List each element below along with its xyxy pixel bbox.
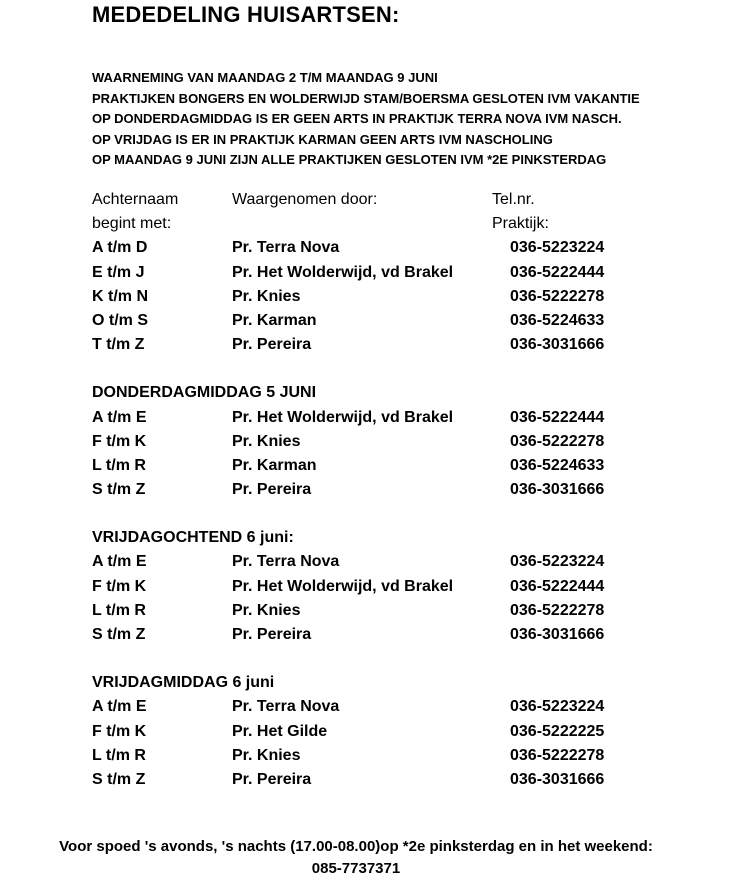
- covering-practice: Pr. Het Gilde: [232, 722, 328, 740]
- practice-phone: 036-5223224: [510, 239, 605, 257]
- notice-line: WAARNEMING VAN MAANDAG 2 T/M MAANDAG 9 JUNI: [92, 70, 438, 85]
- table-header-row: [92, 188, 712, 212]
- header-covered-by: Waargenomen door:: [232, 191, 378, 208]
- surname-range: A t/m E: [92, 553, 147, 571]
- table-row: [92, 406, 712, 430]
- table-row: [92, 478, 712, 502]
- surname-range: S t/m Z: [92, 770, 146, 788]
- covering-practice: Pr. Pereira: [232, 336, 312, 354]
- covering-practice: Pr. Terra Nova: [232, 239, 340, 257]
- covering-practice: Pr. Karman: [232, 456, 317, 474]
- day-sections: [92, 357, 712, 792]
- table-row: [92, 720, 712, 744]
- surname-range: S t/m Z: [92, 481, 146, 499]
- table-row: [92, 599, 712, 623]
- covering-practice: Pr. Knies: [232, 601, 301, 619]
- covering-practice: Pr. Het Wolderwijd, vd Brakel: [232, 577, 454, 595]
- table-row: [92, 285, 712, 309]
- header-practice-sub: Praktijk:: [492, 215, 549, 233]
- table-row: [92, 623, 712, 647]
- surname-range: T t/m Z: [92, 336, 145, 354]
- practice-phone: 036-5222225: [510, 722, 605, 740]
- footer: [0, 836, 712, 880]
- practice-phone: 036-5222444: [510, 577, 605, 595]
- practice-phone: 036-5223224: [510, 553, 605, 571]
- section-title: VRIJDAGMIDDAG 6 juni: [92, 674, 275, 692]
- surname-range: K t/m N: [92, 287, 148, 305]
- covering-practice: Pr. Knies: [232, 287, 301, 305]
- footer-emergency-phone: 085-7737371: [311, 860, 401, 877]
- table-row: [92, 695, 712, 719]
- covering-practice: Pr. Terra Nova: [232, 553, 340, 571]
- surname-range: E t/m J: [92, 263, 145, 281]
- table-row: [92, 236, 712, 260]
- practice-phone: 036-3031666: [510, 481, 605, 499]
- header-surname-sub: begint met:: [92, 215, 172, 233]
- surname-range: L t/m R: [92, 456, 146, 474]
- surname-range: L t/m R: [92, 746, 146, 764]
- surname-range: F t/m K: [92, 577, 147, 595]
- table-header-row: [92, 212, 712, 236]
- header-surname: Achternaam: [92, 191, 179, 208]
- practice-phone: 036-3031666: [510, 626, 605, 643]
- notice-line: OP VRIJDAG IS ER IN PRAKTIJK KARMAN GEEN ARTS IVM NASCHOLING: [92, 131, 553, 147]
- practice-phone: 036-5222278: [510, 601, 605, 619]
- surname-range: A t/m E: [92, 408, 147, 426]
- practice-phone: 036-3031666: [510, 770, 605, 788]
- covering-practice: Pr. Het Wolderwijd, vd Brakel: [232, 263, 454, 281]
- notice-line: OP MAANDAG 9 JUNI ZIJN ALLE PRAKTIJKEN GESLOTEN IVM *2E PINKSTERDAG: [92, 152, 607, 167]
- covering-practice: Pr. Knies: [232, 432, 301, 450]
- notice-line: OP DONDERDAGMIDDAG IS ER GEEN ARTS IN PRAKTIJK TERRA NOVA IVM NASCH.: [92, 111, 622, 126]
- practice-phone: 036-5222444: [510, 263, 605, 281]
- table-row: [92, 744, 712, 768]
- practice-phone: 036-5224633: [510, 456, 605, 474]
- covering-practice: Pr. Pereira: [232, 481, 312, 499]
- surname-range: F t/m K: [92, 722, 147, 740]
- table-row: [92, 575, 712, 599]
- surname-range: L t/m R: [92, 601, 146, 619]
- surname-range: F t/m K: [92, 432, 147, 450]
- practice-phone: 036-5222444: [510, 408, 605, 426]
- general-rows: [92, 236, 712, 357]
- practice-phone: 036-5222278: [510, 746, 605, 764]
- surname-range: A t/m D: [92, 239, 148, 257]
- covering-practice: Pr. Het Wolderwijd, vd Brakel: [232, 408, 454, 426]
- covering-practice: Pr. Terra Nova: [232, 698, 340, 716]
- table-row: [92, 430, 712, 454]
- covering-practice: Pr. Pereira: [232, 770, 312, 788]
- schedule-table: [92, 188, 712, 792]
- covering-practice: Pr. Karman: [232, 311, 317, 329]
- table-row: [92, 309, 712, 333]
- surname-range: S t/m Z: [92, 626, 146, 643]
- section-spacer: [92, 502, 712, 526]
- surname-range: A t/m E: [92, 698, 147, 716]
- table-row: [92, 261, 712, 285]
- practice-phone: 036-5222278: [510, 287, 605, 305]
- practice-phone: 036-5223224: [510, 698, 605, 716]
- table-row: [92, 454, 712, 478]
- section-spacer: [92, 357, 712, 381]
- page-title: MEDEDELING HUISARTSEN:: [92, 2, 400, 27]
- notice-block: [92, 68, 640, 171]
- section-title: DONDERDAGMIDDAG 5 JUNI: [92, 384, 317, 402]
- section-spacer: [92, 647, 712, 671]
- table-row: [92, 550, 712, 574]
- table-row: [92, 333, 712, 357]
- footer-emergency-text: Voor spoed 's avonds, 's nachts (17.00-08.00)op *2e pinksterdag en in het weekend:: [59, 838, 653, 855]
- practice-phone: 036-3031666: [510, 336, 605, 354]
- covering-practice: Pr. Knies: [232, 746, 301, 764]
- surname-range: O t/m S: [92, 311, 149, 329]
- covering-practice: Pr. Pereira: [232, 626, 312, 643]
- notice-line: PRAKTIJKEN BONGERS EN WOLDERWIJD STAM/BOERSMA GESLOTEN IVM VAKANTIE: [92, 90, 640, 106]
- section-title: VRIJDAGOCHTEND 6 juni:: [92, 529, 294, 547]
- header-phone: Tel.nr.: [492, 191, 535, 208]
- practice-phone: 036-5222278: [510, 432, 605, 450]
- table-row: [92, 768, 712, 792]
- practice-phone: 036-5224633: [510, 311, 605, 329]
